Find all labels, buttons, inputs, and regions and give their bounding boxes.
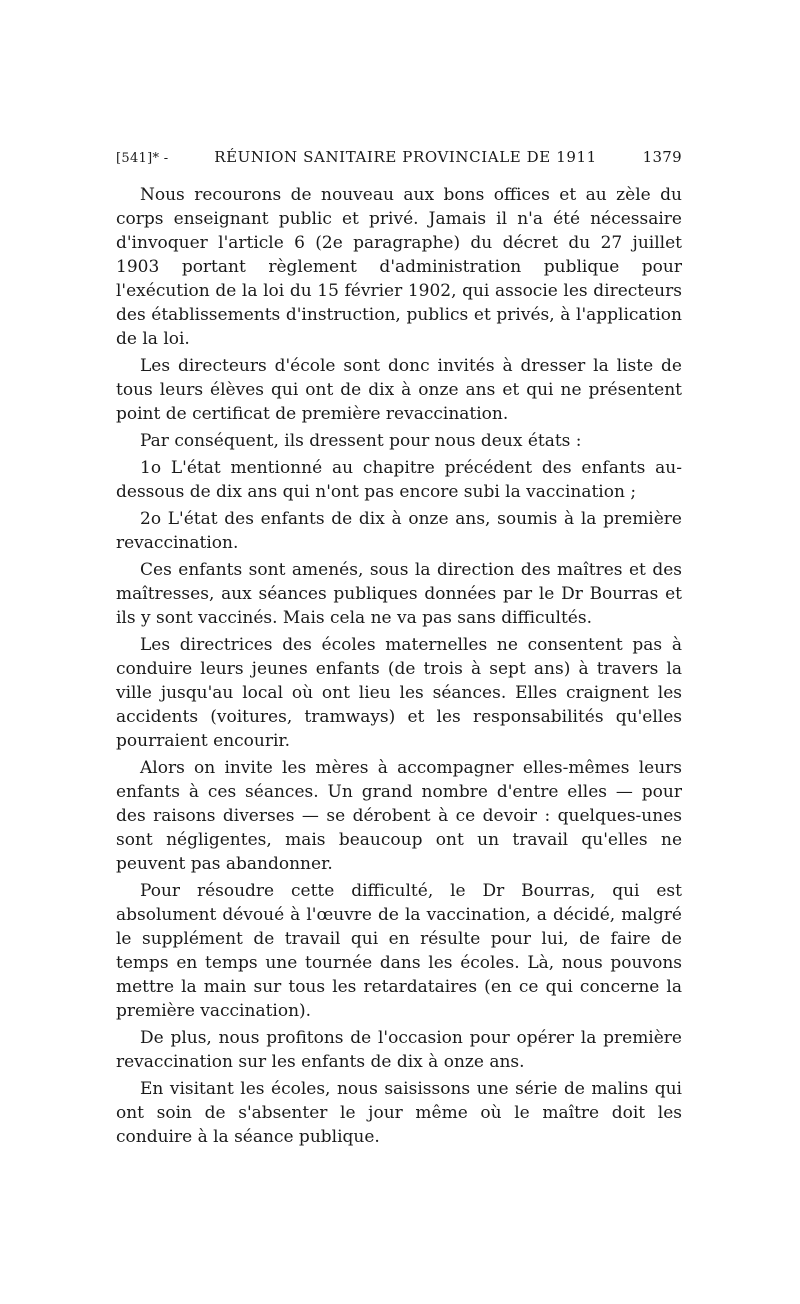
paragraph: Les directrices des écoles maternelles ne consentent pas à conduire leurs jeunes enfants (de trois à sept ans) à travers la ville jusqu'au local où ont lieu les séances. Elles craignent les accidents (voitures, tramways) et les responsabilités qu'elles pourraient encourir. [116, 635, 682, 751]
paragraph: Nous recourons de nouveau aux bons offices et au zèle du corps enseignant public et privé. Jamais il n'a été nécessaire d'invoquer l'article 6 (2e paragraphe) du décret du 27 juillet 1903 portant règlement d'administration publique pour l'exécution de la loi du 15 février 1902, qui associe les directeurs des établissements d'instruction, publics et privés, à l'application de la loi. [116, 185, 682, 349]
paragraph: Alors on invite les mères à accompagner elles-mêmes leurs enfants à ces séances. Un grand nombre d'entre elles — pour des raisons diverses — se dérobent à ce devoir : quelques-unes sont négligentes, mais beaucoup ont un travail qu'elles ne peuvent pas abandonner. [116, 758, 682, 874]
body-text [116, 183, 682, 1152]
running-title: RÉUNION SANITAIRE PROVINCIALE DE 1911 [214, 148, 597, 166]
running-header [116, 148, 682, 166]
list-item: 1o L'état mentionné au chapitre précédent des enfants au-dessous de dix ans qui n'ont pas encore subi la vaccination ; [116, 458, 682, 502]
paragraph: Ces enfants sont amenés, sous la direction des maîtres et des maîtresses, aux séances publiques données par le Dr Bourras et ils y sont vaccinés. Mais cela ne va pas sans difficultés. [116, 560, 682, 628]
paragraph: Pour résoudre cette difficulté, le Dr Bourras, qui est absolument dévoué à l'œuvre de la vaccination, a décidé, malgré le supplément de travail qui en résulte pour lui, de faire de temps en temps une tournée dans les écoles. Là, nous pouvons mettre la main sur tous les retardataires (en ce qui concerne la première vaccination). [116, 881, 682, 1021]
paragraph: De plus, nous profitons de l'occasion pour opérer la première revaccination sur les enfants de dix à onze ans. [116, 1028, 682, 1072]
paragraph: En visitant les écoles, nous saisissons une série de malins qui ont soin de s'absenter le jour même où le maître doit les conduire à la séance publique. [116, 1079, 682, 1147]
paragraph: Les directeurs d'école sont donc invités à dresser la liste de tous leurs élèves qui ont de dix à onze ans et qui ne présentent point de certificat de première revaccination. [116, 356, 682, 424]
paragraph: Par conséquent, ils dressent pour nous deux états : [140, 431, 582, 451]
list-item: 2o L'état des enfants de dix à onze ans, soumis à la première revaccination. [116, 509, 682, 553]
page-reference: [541]* - [116, 151, 169, 166]
page-number: 1379 [642, 148, 682, 166]
